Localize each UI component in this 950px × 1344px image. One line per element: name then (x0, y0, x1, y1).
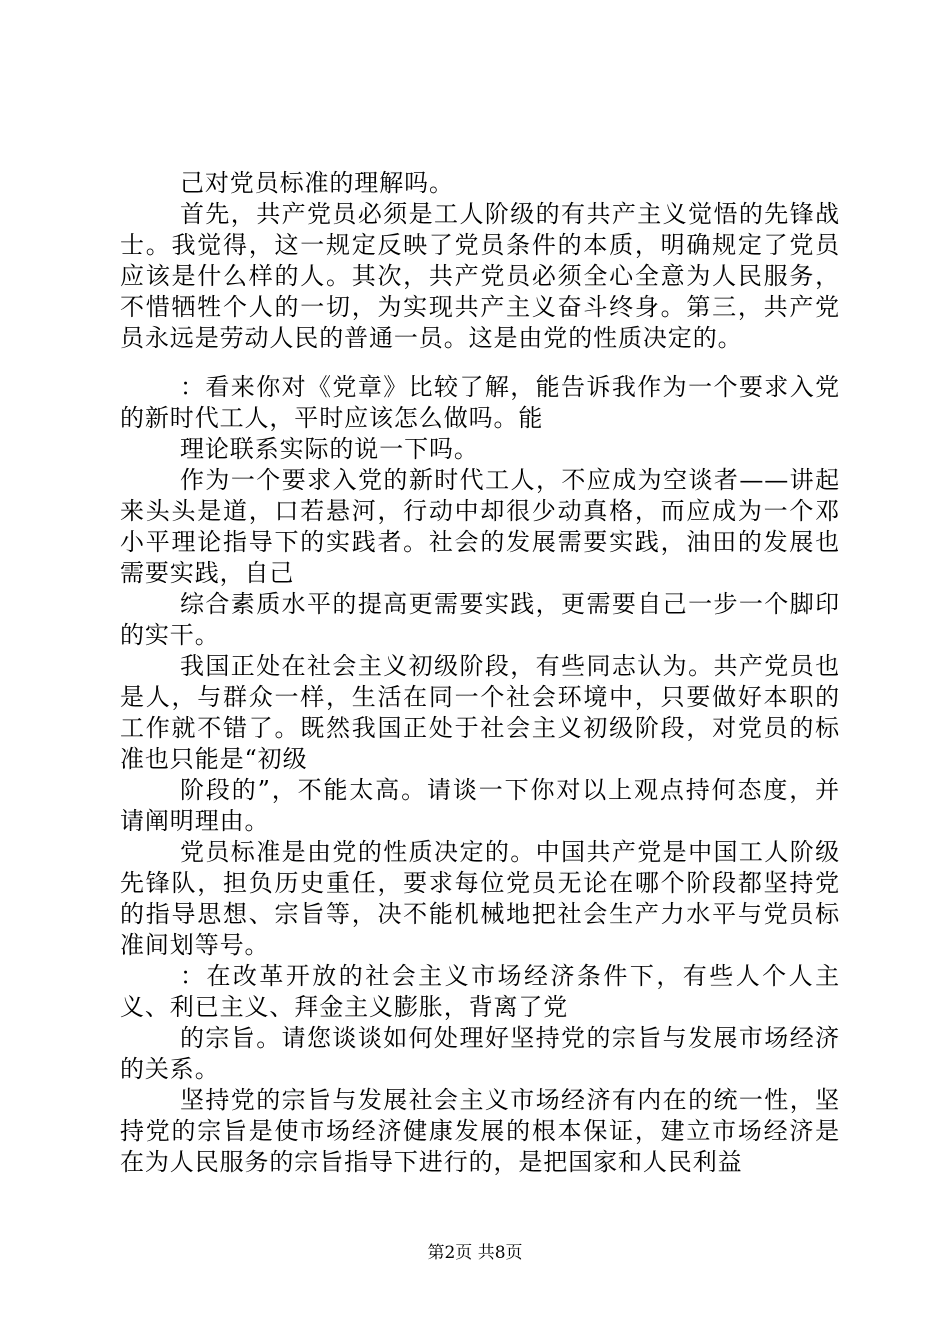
paragraph-7: 我国正处在社会主义初级阶段，有些同志认为。共产党员也是人，与群众一样，生活在同一个社会环境中，只要做好本职的工作就不错了。既然我国正处于社会主义初级阶段，对党员的标准也只能是“初级 (120, 652, 840, 773)
document-body (120, 168, 840, 1178)
paragraph-6: 综合素质水平的提高更需要实践，更需要自己一步一个脚印的实干。 (120, 590, 840, 649)
page-footer: 第2页 共8页 (427, 1243, 523, 1263)
paragraph-8: 阶段的”，不能太高。请谈一下你对以上观点持何态度，并请阐明理由。 (120, 776, 840, 835)
paragraph-3: ：看来你对《党章》比较了解，能告诉我作为一个要求入党的新时代工人，平时应该怎么做吗。能 (120, 373, 840, 432)
paragraph-12: 坚持党的宗旨与发展社会主义市场经济有内在的统一性，坚持党的宗旨是使市场经济健康发展的根本保证，建立市场经济是在为人民服务的宗旨指导下进行的，是把国家和人民利益 (120, 1086, 840, 1176)
paragraph-4: 理论联系实际的说一下吗。 (180, 435, 479, 463)
paragraph-2: 首先，共产党员必须是工人阶级的有共产主义觉悟的先锋战士。我觉得，这一规定反映了党员条件的本质，明确规定了党员应该是什么样的人。其次，共产党员必须全心全意为人民服务，不惜牺牲个人的一切，为实现共产主义奋斗终身。第三，共产党员永远是劳动人民的普通一员。这是由党的性质决定的。 (120, 200, 840, 352)
paragraph-9: 党员标准是由党的性质决定的。中国共产党是中国工人阶级先锋队，担负历史重任，要求每位党员无论在哪个阶段都坚持党的指导思想、宗旨等，决不能机械地把社会生产力水平与党员标准间划等号。 (120, 838, 840, 959)
paragraph-5: 作为一个要求入党的新时代工人，不应成为空谈者——讲起来头头是道，口若悬河，行动中却很少动真格，而应成为一个邓小平理论指导下的实践者。社会的发展需要实践，油田的发展也需要实践，自己 (120, 466, 840, 587)
paragraph-1: 己对党员标准的理解吗。 (180, 169, 454, 197)
paragraph-11: 的宗旨。请您谈谈如何处理好坚持党的宗旨与发展市场经济的关系。 (120, 1024, 840, 1083)
paragraph-10: ：在改革开放的社会主义市场经济条件下，有些人个人主义、利已主义、拜金主义膨胀，背离了党 (120, 962, 840, 1021)
